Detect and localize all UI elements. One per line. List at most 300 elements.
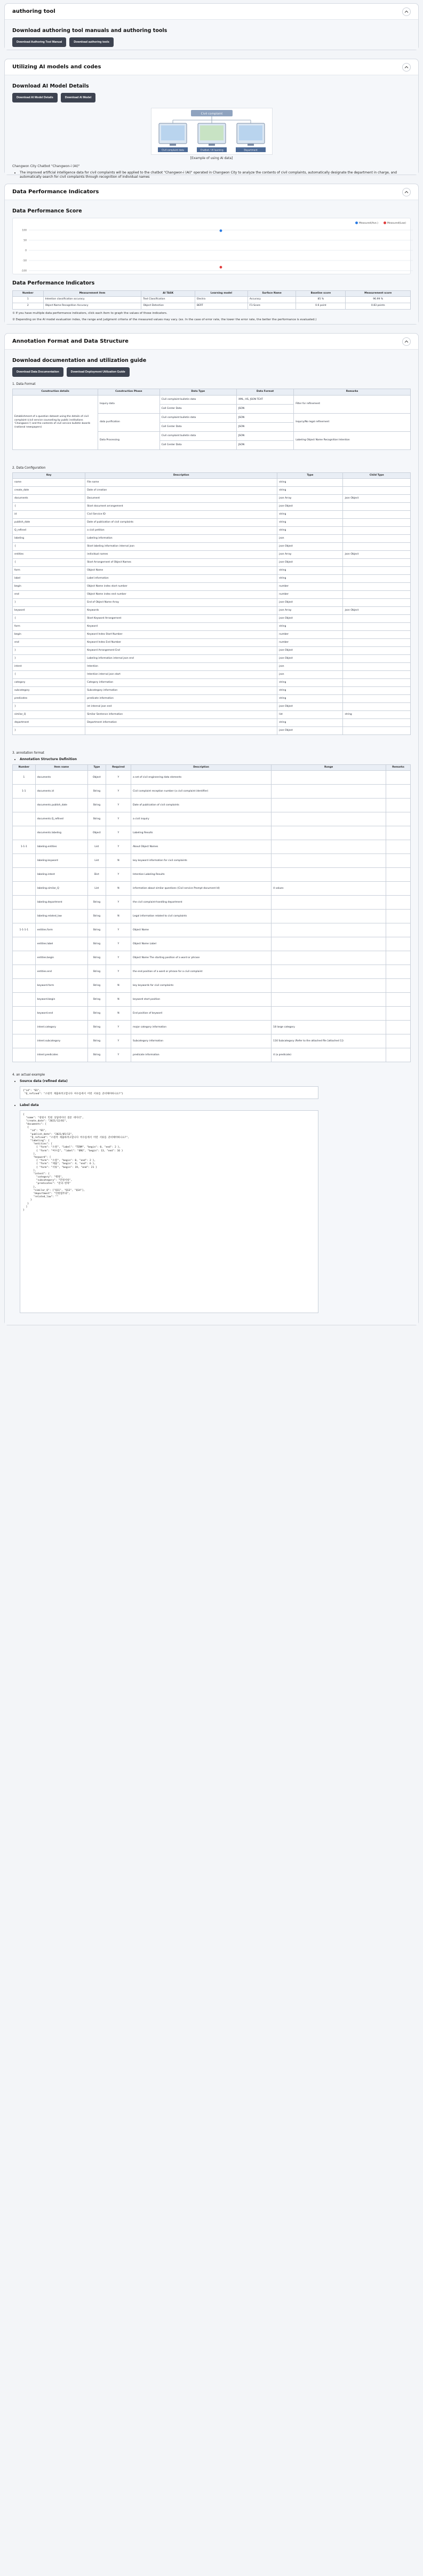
table-header: Remarks [294,389,411,395]
table-cell: string [277,527,343,535]
table-cell [386,1021,411,1034]
table-cell: Accuracy [248,297,296,303]
table-row [13,511,411,519]
table-cell: String [87,951,106,965]
table-cell: Q_refined [13,527,85,535]
table-cell: publish_date [13,519,85,527]
table-header: Data Format [236,389,293,395]
diagram-top-label: Civil complaint [201,112,222,116]
table-cell [13,896,36,910]
table-cell [13,826,36,840]
table-cell [272,868,386,882]
score-chart [13,226,420,274]
table-cell: 1-1-1-1 [13,923,36,937]
table-row [13,695,411,703]
table-cell [13,868,36,882]
table-cell: Intention classification accuracy [43,297,141,303]
table-cell: Start Arrangement of Object Names [85,559,277,567]
table-cell: Y [106,785,131,799]
table-cell: { [13,615,85,623]
table-row [13,575,411,583]
table-cell: Text Classification [141,297,195,303]
table-cell: Start document arrangement [85,503,277,511]
table-cell [13,1021,36,1034]
table-cell: number [277,591,343,599]
table-cell [386,951,411,965]
example-label: 4. an actual example [12,1073,45,1077]
table-cell [272,923,386,937]
table-cell: Intention [85,663,277,671]
table-cell: 4 values [272,882,386,896]
table-cell: JSON [236,431,293,440]
table-cell: { [13,503,85,511]
table-cell [343,719,411,727]
table-cell: Electra [195,297,248,303]
table-cell [13,799,36,812]
table-row [13,503,411,511]
table-cell: Y [106,1021,131,1034]
table-cell: Object Name index start number [85,583,277,591]
table-cell [386,937,411,951]
table-cell: labeling.intent [35,868,87,882]
table-cell: About Object Names [131,840,272,854]
table-row [13,840,411,854]
table-header: Construction Phase [98,389,160,395]
table-cell: keyword.begin [35,993,87,1007]
table-cell [386,785,411,799]
table-cell: label [13,575,85,583]
table-cell [386,854,411,868]
table-row [13,599,411,607]
table-cell: string [277,487,343,495]
table-cell: json Object [343,607,411,615]
table-cell: a set of civil engineering data elements [131,771,272,785]
table-cell: Labeling information [85,535,277,543]
chatbot-subtitle: Changwon City Chatbot "Changwon-i (AI)" [12,164,80,168]
table-cell [386,812,411,826]
download-documentation-button[interactable]: Download Data Documentation [12,367,63,377]
table-row [13,535,411,543]
table-cell [272,993,386,1007]
table-cell: N [106,993,131,1007]
table-row [13,671,411,679]
section-header[interactable] [5,334,418,350]
section-header[interactable] [5,184,418,200]
table-cell: Labeling information internal json end [85,655,277,663]
table-cell [343,511,411,519]
table-cell [386,923,411,937]
table-cell: Date of publication of civil complaints [85,519,277,527]
table-cell: 1-1-1 [13,840,36,854]
table-cell: Inquiry/No legal refinement [294,413,411,431]
table-cell [343,655,411,663]
table-cell [343,615,411,623]
table-cell [386,1034,411,1048]
source-data-label: • Source data (refined data) [20,1079,411,1084]
table-cell [85,727,277,735]
table-cell: form [13,623,85,631]
data-config-label: 2. Data Configuration [12,466,46,470]
table-cell: Establishment of a question dataset using the details of civil complaint (civil service counseling by public institutions 'Changwon-i') and the contents of civil service bulletin boards (national newspapers) [13,395,98,449]
table-cell: { [13,559,85,567]
table-cell: keyword start position [131,993,272,1007]
score-heading: Data Performance Score [12,208,82,214]
table-cell: N [106,1007,131,1021]
table-cell: int internal json end [85,703,277,711]
table-cell [272,799,386,812]
table-cell: json Array [277,607,343,615]
table-cell: } [13,647,85,655]
table-cell: json [277,663,343,671]
table-cell [272,854,386,868]
table-cell [343,479,411,487]
y-tick-label: -50 [22,259,27,263]
table-cell: Keyword Arrangement End [85,647,277,655]
table-cell: 0.83 points [346,303,411,310]
y-tick-label: 100 [22,229,27,232]
legend-item-low[interactable]: Measured(Low) [384,222,406,225]
table-cell: documents.labeling [35,826,87,840]
chevron-up-icon[interactable] [402,337,411,346]
monitor-icon [237,123,265,146]
table-cell: similar_Q [13,711,85,719]
table-row [13,896,411,910]
table-cell: Department information [85,719,277,727]
table-cell: 18 large category [272,1021,386,1034]
table-cell: Object Detection [141,303,195,310]
table-cell: String [87,910,106,923]
table-cell: } [13,655,85,663]
table-cell: Y [106,812,131,826]
y-tick-label: 0 [25,249,27,252]
indicators-table [12,290,411,310]
table-cell: labeling.keyword [35,854,87,868]
table-header: Required [106,764,131,770]
section-ai-models [4,59,419,179]
table-cell: Civil complaint bulletin data [159,395,236,404]
table-cell: Legal information related to civil complaints [131,910,272,923]
table-cell: documents.publish_date [35,799,87,812]
indicators-heading: Data Performance Indicators [12,280,95,287]
table-cell: json [277,535,343,543]
table-cell [13,965,36,979]
table-cell: Keyword Index Start Number [85,631,277,639]
table-cell: string [277,511,343,519]
table-row [13,923,411,937]
table-cell [343,487,411,495]
table-cell: intent.category [35,1021,87,1034]
table-cell: Y [106,799,131,812]
table-cell: Labeling Results [131,826,272,840]
table-header: Type [87,764,106,770]
table-cell: Object Name [85,567,277,575]
table-cell: Object [87,826,106,840]
table-cell [272,1007,386,1021]
section-heading: Download documentation and utilization guide [12,358,147,364]
table-row [13,647,411,655]
table-row [13,1048,411,1062]
data-point [220,229,222,232]
download-tools-button[interactable]: Download authoring tools [69,37,113,47]
table-cell: Data Processing [98,431,160,449]
y-tick-label: 50 [23,239,27,242]
table-cell: Call Center Data [159,422,236,431]
table-cell [343,527,411,535]
table-cell: Civil complaint bulletin data [159,431,236,440]
section-header[interactable] [5,4,418,20]
table-cell: 4 (a predicate) [272,1048,386,1062]
table-row [13,910,411,923]
table-cell: string [277,479,343,487]
table-cell: JSON [236,422,293,431]
table-cell [343,631,411,639]
table-cell: json Object [277,655,343,663]
table-row [13,559,411,567]
table-cell: String [87,812,106,826]
table-cell: String [87,1034,106,1048]
table-cell [386,979,411,993]
table-cell [272,812,386,826]
table-cell: a civil inquiry [131,812,272,826]
table-cell: Label information [85,575,277,583]
table-cell: Keywords [85,607,277,615]
table-cell [343,503,411,511]
table-cell [272,785,386,799]
table-cell: json Array [277,551,343,559]
table-cell: Y [106,951,131,965]
table-row [13,551,411,559]
table-cell: 2 [13,303,44,310]
table-cell [386,896,411,910]
table-cell: Dict [87,868,106,882]
table-cell [343,535,411,543]
download-model-button[interactable]: Download AI Model [61,93,96,102]
table-cell: } [13,703,85,711]
table-row [13,826,411,840]
table-cell: string [277,519,343,527]
label-data-code: { "name": "창원시 민원 상담데이터 질문 데이터", "create_date": "2021/12/01", "documents": [ { "id": "01", "publish_date": "2021/05/13", "Q_refined": "소원적 제출하려고합니다 여수를에서 어떤 서류를 준비해야하나요?", "labeling": { "entities": [ { "form": "소원", "label": "TERM", "begin": 0, "end": 2 }, { "form": "여수를", "label": "ORG", "begin": 13, "end": 16 } ], "keyword": [ { "form": "소원", "begin": 0, "end": 2 }, { "form": "제출", "begin": 4, "end": 6 }, { "form": "서류", "begin": 19, "end": 21 } ], "intent": { "category": "행정", "subcategory": "민원서류", "predicates": "문의-항목" }, "similar_Q": ["Q11", "Q13", "Q14"], "department": "민원법무과", "related_law": "" } } ] } [20,1110,318,1313]
table-cell: Date of publication of civil complaints [131,799,272,812]
table-cell: Y [106,826,131,840]
table-cell [343,695,411,703]
table-cell [343,575,411,583]
table-row [13,965,411,979]
table-cell: json Object [277,727,343,735]
table-cell: entities.label [35,937,87,951]
table-cell: information about similar questions (Civil service Prompt document Id) [131,882,272,896]
table-row [13,655,411,663]
table-cell: End of Object Name Array [85,599,277,607]
table-cell: Date of creation [85,487,277,495]
section-title: Annotation Format and Data Structure [12,338,129,344]
table-row [13,615,411,623]
table-row [13,663,411,671]
table-cell: Object Name [131,923,272,937]
table-row [13,854,411,868]
data-format-table [12,389,411,449]
table-cell: Object Name The starting position of a word or phrase [131,951,272,965]
table-cell: N [106,854,131,868]
table-cell: string [277,623,343,631]
table-cell: 116 Subcategory (Refer to the attached file [attached 1]) [272,1034,386,1048]
table-cell: JSON [236,440,293,449]
table-cell: Object Name Label [131,937,272,951]
table-header: Number [13,290,44,296]
table-cell [386,1048,411,1062]
diagram-label-2: Chatbot / AI learning [199,148,224,152]
table-cell: String [87,1021,106,1034]
table-cell: a civil petition [85,527,277,535]
table-row [13,303,411,310]
table-cell: list [277,711,343,719]
table-cell: string [277,719,343,727]
table-cell: documents.id [35,785,87,799]
table-cell: 0.6 point [296,303,346,310]
table-row [13,993,411,1007]
table-cell: labeling.department [35,896,87,910]
table-cell: number [277,639,343,647]
table-cell: Y [106,937,131,951]
table-cell: Y [106,1034,131,1048]
label-data-label: • Label data [20,1103,411,1108]
table-header: Measurement item [43,290,141,296]
table-cell [272,840,386,854]
table-cell: JSON [236,404,293,413]
table-cell: Civil Service ID [85,511,277,519]
table-cell [272,896,386,910]
table-cell: Object [87,771,106,785]
table-cell: major category information [131,1021,272,1034]
table-cell: Inquiry data [98,395,160,413]
section-authoring-tool [4,3,419,50]
table-cell: Similar Sentence information [85,711,277,719]
section-title: Utilizing AI models and codes [12,64,101,70]
table-row [13,631,411,639]
table-row [13,527,411,535]
table-cell [386,868,411,882]
section-annotation [4,333,419,1325]
table-cell: { [13,671,85,679]
table-cell [386,799,411,812]
table-cell: string [277,679,343,687]
table-cell [13,854,36,868]
table-cell [13,937,36,951]
download-model-details-button[interactable]: Download AI Model Details [12,93,58,102]
table-cell [13,812,36,826]
table-row [13,1007,411,1021]
table-cell [343,647,411,655]
table-cell: json Object [277,703,343,711]
chevron-up-icon[interactable] [402,63,411,72]
table-cell [386,910,411,923]
table-header: Construction details [13,389,98,395]
table-cell: String [87,785,106,799]
table-cell: json Object [343,495,411,503]
table-cell: number [277,631,343,639]
y-tick-label: -100 [21,270,27,273]
table-row [13,487,411,495]
table-cell: BERT [195,303,248,310]
table-cell [343,623,411,631]
table-cell: Call Center Data [159,404,236,413]
table-cell: Y [106,771,131,785]
table-cell [272,965,386,979]
table-cell: labeling [13,535,85,543]
table-cell: id [13,511,85,519]
table-row [13,771,411,785]
table-cell: Intention Labeling Results [131,868,272,882]
chevron-up-icon[interactable] [402,7,411,16]
table-cell: String [87,937,106,951]
table-cell: keyword [13,607,85,615]
table-cell: String [87,923,106,937]
table-cell: XML, HS, JSON TEXT [236,395,293,404]
table-cell: Y [106,896,131,910]
legend-item-avg[interactable]: Measured(Ave.) [355,222,378,225]
chevron-up-icon[interactable] [402,188,411,196]
section-title: authoring tool [12,8,55,14]
note-1: ① If you have multiple data performance indicators, click each item to graph the values of those indicators. [12,312,167,315]
source-data-code: {"id": "01", "Q_refined": "소원적 제출하려고합니다 여수를에서 어떤 서류를 준비해야하나요?"} [20,1086,318,1099]
diagram-label-3: Department [243,148,258,152]
table-cell: String [87,799,106,812]
table-row [13,882,411,896]
table-cell: documents.Q_refined [35,812,87,826]
table-cell: Civil complaint reception number (a civil complaint identifier) [131,785,272,799]
table-cell [13,951,36,965]
table-cell [272,979,386,993]
download-guide-button[interactable]: Download Deployment Utilization Guide [67,367,130,377]
table-cell [13,993,36,1007]
table-header: Measurement score [346,290,411,296]
table-cell [272,951,386,965]
table-cell: the end position of a word or phrase for a civil complaint [131,965,272,979]
table-cell [13,1048,36,1062]
table-cell: the civil complaint-handling department [131,896,272,910]
table-cell: category [13,679,85,687]
table-cell: predicate information [131,1048,272,1062]
table-cell: Y [106,965,131,979]
table-cell [272,771,386,785]
table-header: Surface Name [248,290,296,296]
table-cell: Object Name Recognition Accuracy [43,303,141,310]
table-cell: Object Name index end number [85,591,277,599]
table-cell: String [87,1007,106,1021]
download-manual-button[interactable]: Download Authoring Tool Manual [12,37,66,47]
data-format-label: 1. Data Format [12,383,36,386]
table-cell: predicate information [85,695,277,703]
table-cell: number [277,583,343,591]
table-cell [343,519,411,527]
table-cell: intent [13,663,85,671]
table-cell: json Object [277,559,343,567]
table-cell: begin [13,631,85,639]
table-cell: documents [35,771,87,785]
data-config-table [12,472,411,735]
table-cell: Y [106,840,131,854]
table-header: Data Type [159,389,236,395]
table-cell [272,910,386,923]
table-cell [13,882,36,896]
table-row [13,1021,411,1034]
table-row [13,812,411,826]
table-row [13,591,411,599]
monitor-icon [159,123,187,146]
section-header[interactable] [5,59,418,75]
table-cell [343,591,411,599]
table-cell: documents [13,495,85,503]
table-cell: key keyword information for civil complaints [131,854,272,868]
